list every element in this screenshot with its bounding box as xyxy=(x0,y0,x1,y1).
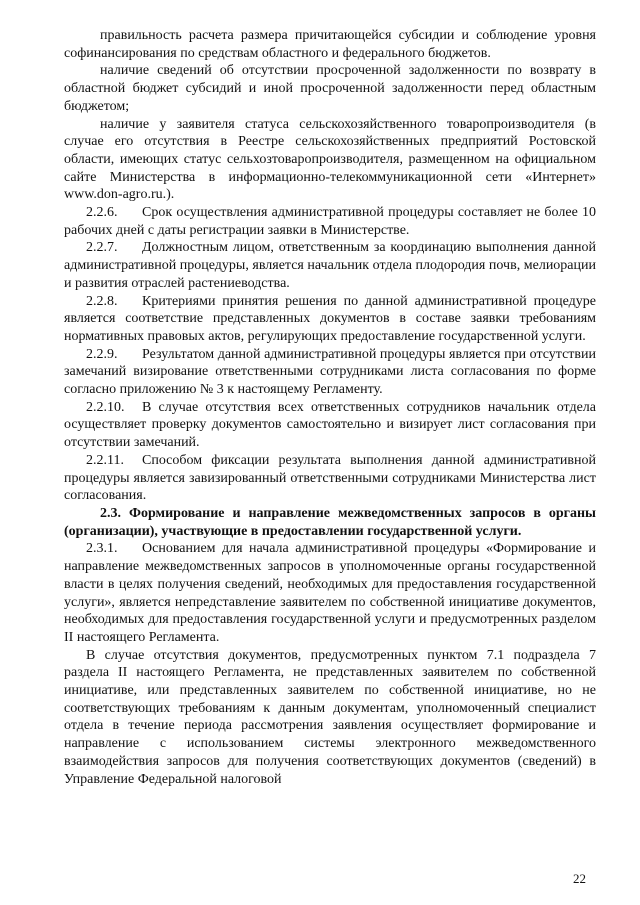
clause-text: Результатом данной административной процедуры является при отсутствии замечаний визирование ответственными сотрудниками листа согласования по форме согласно приложению № 3 к настоящему Регламенту. xyxy=(64,346,596,398)
paragraph-last: В случае отсутствия документов, предусмотренных пунктом 7.1 подраздела 7 раздела II настоящего Регламента, не представленных заявителем по собственной инициативе, или представленных заявителем по собственной инициативе, но не соответствующих требованиям к данным документам, уполномоченный специалист отдела в течение периода рассмотрения заявления осуществляет формирование и направление с использованием системы электронного межведомственного взаимодействия запросов для получения соответствующих документов (сведений) в Управление Федеральной налоговой xyxy=(64,647,596,787)
paragraph-2-2-6 xyxy=(64,204,596,239)
paragraph-2-3-1 xyxy=(64,540,596,646)
paragraph-3: наличие у заявителя статуса сельскохозяйственного товаропроизводителя (в случае его отсутствия в Реестре сельскохозяйственных предприятий Ростовской области, имеющих статус сельхозтоваропроизводителя, размещенном на официальном сайте Министерства в информационно-телекоммуникационной сети «Интернет» www.don-agro.ru.). xyxy=(64,116,596,203)
clause-number: 2.2.8. xyxy=(86,293,118,309)
paragraph-1: правильность расчета размера причитающейся субсидии и соблюдение уровня софинансирования по средствам областного и федерального бюджетов. xyxy=(64,28,596,61)
clause-number: 2.2.7. xyxy=(86,240,118,256)
clause-number: 2.2.10. xyxy=(86,399,125,415)
page-number: 22 xyxy=(573,871,586,886)
clause-text: Критериями принятия решения по данной административной процедуре является соответствие представленных документов в составе заявки требованиям нормативных правовых актов, регулирующих предоставление государственной услуги. xyxy=(64,293,596,344)
section-heading: 2.3. Формирование и направление межведомственных запросов в органы (организации), участвующие в предоставлении государственной услуги. xyxy=(64,505,596,539)
clause-number: 2.2.6. xyxy=(86,205,118,221)
paragraph-2-2-9 xyxy=(64,346,596,399)
clause-text: В случае отсутствия всех ответственных сотрудников начальник отдела осуществляет проверку документов самостоятельно и визирует лист согласования при отсутствии замечаний. xyxy=(64,399,596,451)
paragraph-2-2-10 xyxy=(64,399,596,452)
clause-text: Срок осуществления административной процедуры составляет не более 10 рабочих дней с даты регистрации заявки в Министерстве. xyxy=(64,205,596,238)
paragraph-2-2-7 xyxy=(64,239,596,292)
clause-number: 2.2.11. xyxy=(86,452,124,468)
paragraph-2-2-8 xyxy=(64,293,596,346)
clause-text: Способом фиксации результата выполнения данной административной процедуры является завизированный ответственными сотрудниками Министерства лист согласования. xyxy=(64,452,596,504)
paragraph-2-2-11 xyxy=(64,452,596,505)
clause-number: 2.3.1. xyxy=(86,541,118,557)
clause-text: Должностным лицом, ответственным за координацию выполнения данной административной процедуры, является начальник отдела плодородия почв, мелиорации и развития отраслей растениеводства. xyxy=(64,240,596,291)
clause-text: Основанием для начала административной процедуры «Формирование и направление межведомственных запросов в уполномоченные органы государственной власти в целях получения сведений, необходимых для предоставления государственной услуги», является непредставление заявителем по собственной инициативе документов, необходимых для предоставления государственной услуги и предусмотренных разделом II настоящего Регламента. xyxy=(64,541,596,645)
paragraph-2: наличие сведений об отсутствии просроченной задолженности по возврату в областной бюджет субсидий и иной просроченной задолженности перед областным бюджетом; xyxy=(64,63,596,114)
clause-number: 2.2.9. xyxy=(86,346,118,362)
document-page xyxy=(64,27,596,788)
